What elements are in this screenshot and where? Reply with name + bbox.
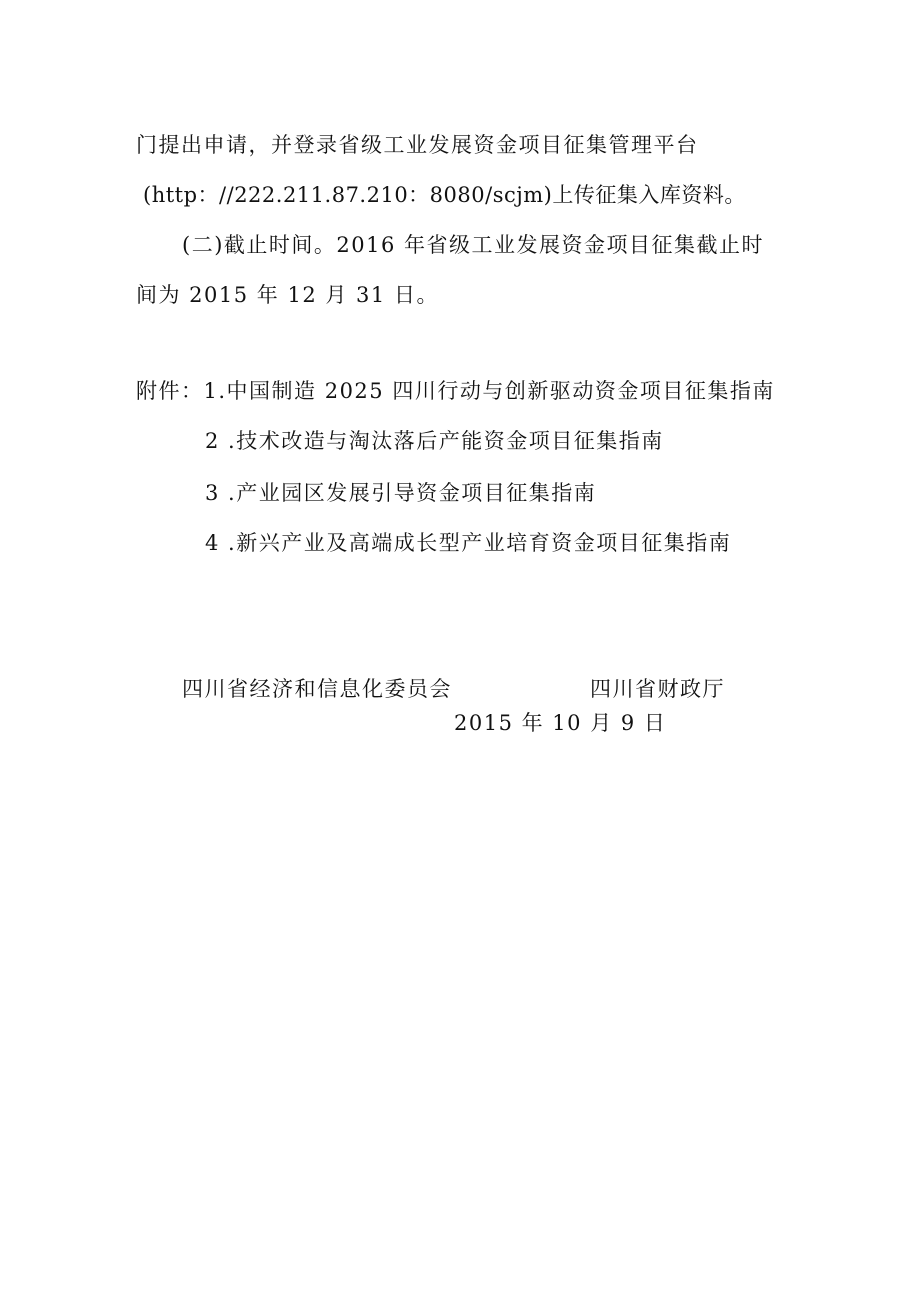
- body-line-2-url: (http：//222.211.87.210：8080/scjm)上传征集入库资料。: [143, 183, 746, 207]
- attachment-heading: 附件：1.中国制造 2025 四川行动与创新驱动资金项目征集指南: [136, 379, 775, 403]
- body-line-1: 门提出申请，并登录省级工业发展资金项目征集管理平台: [136, 133, 699, 157]
- signature-org-finance-department: 四川省财政厅: [590, 677, 725, 701]
- body-line-4-deadline-date: 间为 2015 年 12 月 31 日。: [136, 283, 439, 307]
- attachment-item-2: 2 .技术改造与淘汰落后产能资金项目征集指南: [205, 429, 664, 453]
- attachment-item-4: 4 .新兴产业及高端成长型产业培育资金项目征集指南: [205, 531, 732, 555]
- signature-org-economy-commission: 四川省经济和信息化委员会: [182, 677, 452, 701]
- attachment-item-3: 3 .产业园区发展引导资金项目征集指南: [205, 481, 597, 505]
- signature-date: 2015 年 10 月 9 日: [454, 711, 667, 735]
- body-line-3-deadline: (二)截止时间。2016 年省级工业发展资金项目征集截止时: [182, 233, 765, 257]
